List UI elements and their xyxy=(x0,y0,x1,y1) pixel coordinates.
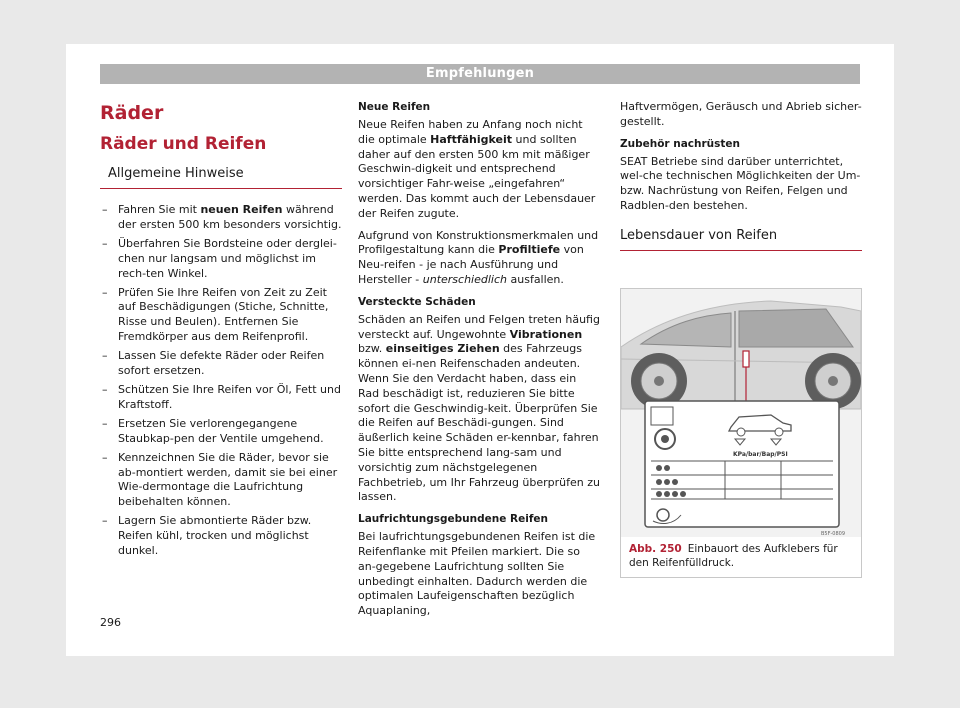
hint-list-item: – Lagern Sie abmontierte Räder bzw. Reifen kühl, trocken und möglichst dunkel. xyxy=(100,514,342,559)
hint-list-item: – Überfahren Sie Bordsteine oder derglei-chen nur langsam und möglichst im rech-ten Winkel. xyxy=(100,237,342,282)
paragraph-continuation: Haftvermögen, Geräusch und Abrieb sicher-gestellt. xyxy=(620,100,862,128)
sticker-units-label: KPa/bar/Bap/PSI xyxy=(733,451,788,458)
paragraph-neue-reifen-2: Aufgrund von Konstruktionsmerkmalen und Profilgestaltung kann die Profiltiefe von Neu-reifen - je nach Ausführung und Hersteller - unterschiedlich ausfallen. xyxy=(358,228,599,286)
hint-list xyxy=(100,203,342,559)
heading-laufrichtung: Laufrichtungsgebundene Reifen xyxy=(358,513,548,526)
figure-tire-pressure-sticker xyxy=(620,288,862,578)
paragraph-versteckte-schaeden: Schäden an Reifen und Felgen treten häufig versteckt auf. Ungewohnte Vibrationen bzw. einseitiges Ziehen des Fahrzeugs können ei-nen Reifenschaden andeuten. Wenn Sie den Verdacht haben, dass ein Rad beschädigt ist, reduzieren Sie bitte sofort die Geschwindig-keit. Überprüfen Sie die Reifen auf Beschädi-gungen. Sind äußerlich keine Schäden er-kennbar, fahren Sie bitte entsprechend lang-sam und vorsichtig zum nächstgelegenen Fachbetrieb, um Ihr Fahrzeug überprüfen zu lassen. xyxy=(358,312,600,504)
heading-versteckte-schaeden: Versteckte Schäden xyxy=(358,295,476,308)
column-left xyxy=(100,96,342,563)
column-middle xyxy=(358,100,600,626)
hint-list-item: – Lassen Sie defekte Räder oder Reifen sofort ersetzen. xyxy=(100,349,342,379)
figure-caption-text: Einbauort des Aufklebers für den Reifenfülldruck. xyxy=(629,543,838,569)
paragraph-zubehoer: SEAT Betriebe sind darüber unterrichtet, wel-che technischen Möglichkeiten der Um- bzw. Nachrüstung von Reifen, Felgen und Radblen-den bestehen. xyxy=(620,154,861,212)
hint-list-item: – Ersetzen Sie verlorengegangene Staubkap-pen der Ventile umgehend. xyxy=(100,417,342,447)
chapter-title: Räder xyxy=(100,102,164,124)
hint-list-item: – Kennzeichnen Sie die Räder, bevor sie ab-montiert werden, damit sie bei einer Wie-dermontage die Laufrichtung beibehalten können. xyxy=(100,451,342,511)
heading-neue-reifen: Neue Reifen xyxy=(358,101,431,113)
hint-list-item: – Prüfen Sie Ihre Reifen von Zeit zu Zeit auf Beschädigungen (Stiche, Schnitte, Risse und Beulen). Entfernen Sie Fremdkörper aus dem Reifenprofil. xyxy=(100,286,342,346)
car-door-illustration xyxy=(621,289,861,537)
heading-zubehoer: Zubehör nachrüsten xyxy=(620,137,741,150)
paragraph-laufrichtung: Bei laufrichtungsgebundenen Reifen ist die Reifenflanke mit Pfeilen markiert. Die so an-gegebene Laufrichtung sollten Sie unbedingt einhalten. Dadurch werden die optimalen Laufeigenschaften bezüglich Aquaplaning, xyxy=(358,530,596,618)
section-heading-lebensdauer: Lebensdauer von Reifen xyxy=(620,228,862,251)
figure-code: B5F-0809 xyxy=(821,531,846,537)
paragraph-neue-reifen-1: Neue Reifen haben zu Anfang noch nicht die optimale Haftfähigkeit und sollten daher auf den ersten 500 km mit mäßiger Geschwin-digkeit und entsprechend vorsichtiger Fahr-weise „eingefahren“ werden. Das kommt auch der Lebensdauer der Reifen zugute. xyxy=(358,118,596,220)
chapter-subtitle: Räder und Reifen xyxy=(100,134,267,154)
figure-reference: Abb. 250 xyxy=(629,543,682,555)
page-number: 296 xyxy=(100,616,121,629)
section-band: Empfehlungen xyxy=(100,64,860,84)
section-heading-allgemeine-hinweise: Allgemeine Hinweise xyxy=(100,166,342,189)
column-right xyxy=(620,100,862,265)
hint-list-item: – Fahren Sie mit neuen Reifen während der ersten 500 km besonders vorsichtig. xyxy=(100,203,342,233)
hint-list-item: – Schützen Sie Ihre Reifen vor Öl, Fett und Kraftstoff. xyxy=(100,383,342,413)
figure-caption xyxy=(629,543,855,570)
